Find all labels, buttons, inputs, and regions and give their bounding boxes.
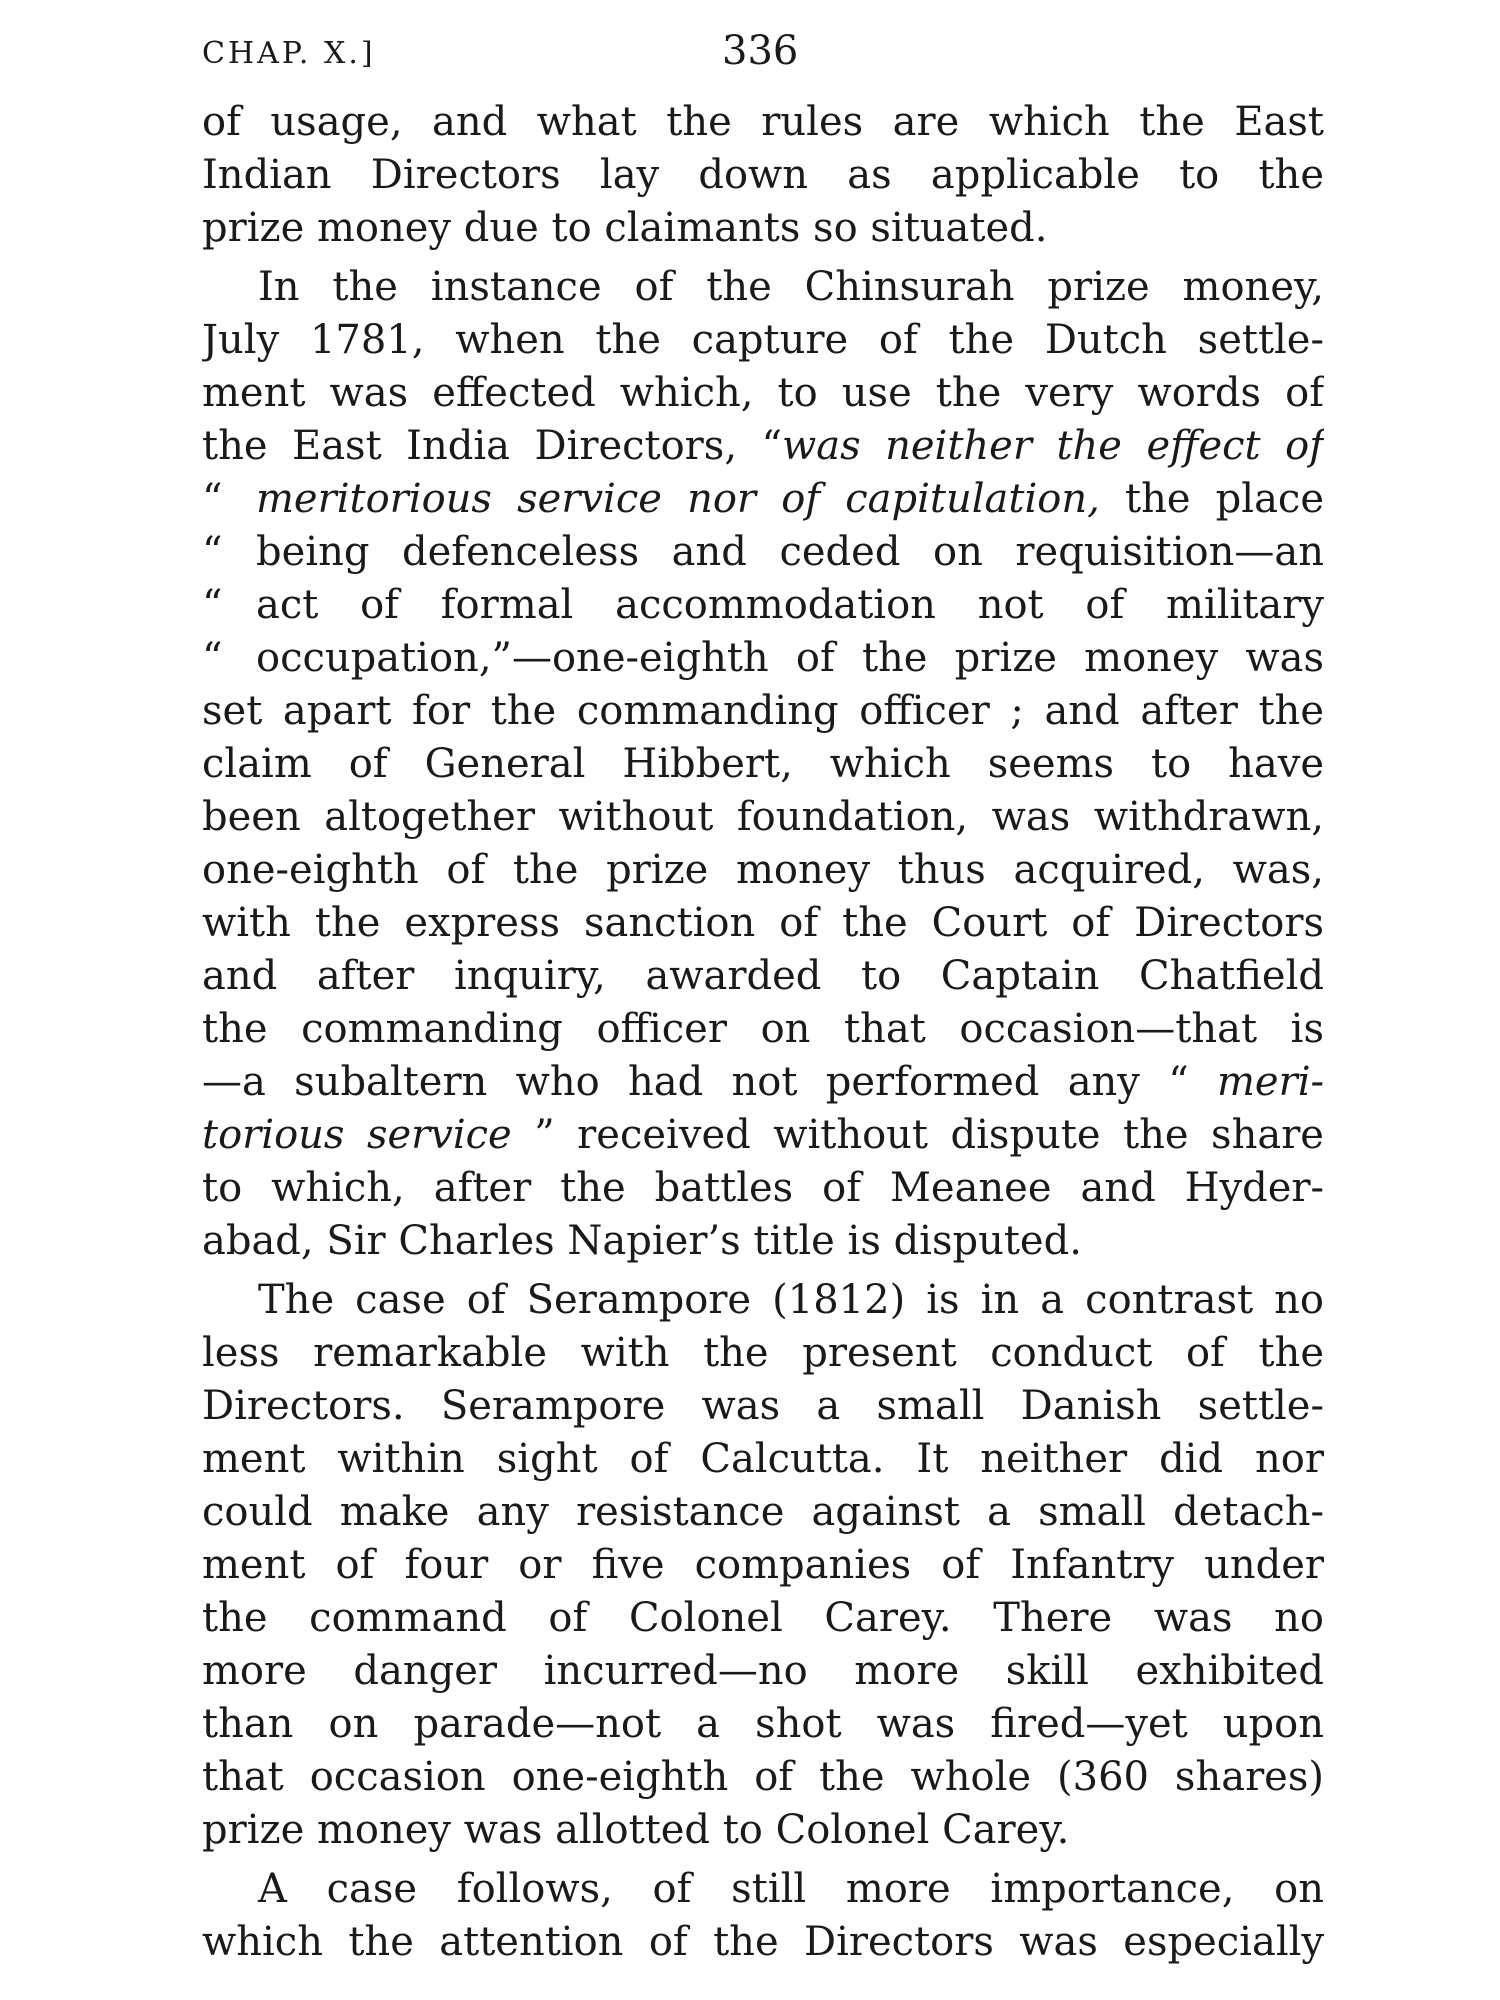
text-line: more danger incurred—no more skill exhibited: [202, 1648, 1324, 1694]
paragraph: [202, 1274, 1324, 1857]
text-line: ment within sight of Calcutta. It neither did nor: [202, 1436, 1324, 1482]
text-line: Directors. Serampore was a small Danish settle-: [202, 1383, 1324, 1429]
paragraph: [202, 1863, 1324, 1969]
text-line: the command of Colonel Carey. There was no: [202, 1595, 1324, 1641]
line-fragment: the place: [1099, 476, 1324, 522]
quote-mark: “: [202, 582, 223, 628]
italic-quotation: meritorious service nor of capitulation,: [256, 476, 1100, 522]
text-line: [202, 1056, 1324, 1109]
text-line: one-eighth of the prize money thus acquired, was,: [202, 847, 1324, 893]
line-fragment: —a subaltern who had not performed any “: [202, 1059, 1217, 1105]
text-line: claim of General Hibbert, which seems to have: [202, 741, 1324, 787]
italic-quotation: meri-: [1216, 1059, 1324, 1105]
text-line: with the express sanction of the Court of Directors: [202, 900, 1324, 946]
text-line: [202, 420, 1324, 473]
text-line: [202, 1109, 1324, 1162]
text-line: [202, 632, 1324, 685]
text-line: set apart for the commanding officer ; and after the: [202, 688, 1324, 734]
quote-mark: “: [202, 529, 223, 575]
text-line: [202, 473, 1324, 526]
text-line: than on parade—not a shot was fired—yet upon: [202, 1701, 1324, 1747]
text-line: [202, 526, 1324, 579]
text-line: the commanding officer on that occasion—that is: [202, 1006, 1324, 1052]
text-line: prize money due to claimants so situated.: [202, 205, 1048, 251]
quote-mark: “: [202, 635, 223, 681]
chapter-marker: CHAP. X.]: [202, 36, 376, 71]
running-head: [202, 28, 1324, 88]
text-line: ment of four or five companies of Infantry under: [202, 1542, 1324, 1588]
line-fragment: act of formal accommodation not of military: [256, 582, 1324, 628]
quote-mark: “: [202, 476, 223, 522]
text-line: that occasion one-eighth of the whole (360 shares): [202, 1754, 1324, 1800]
line-fragment: the East India Directors, “: [202, 423, 782, 469]
page-number: 336: [722, 28, 799, 74]
paragraph: [202, 96, 1324, 255]
text-line: less remarkable with the present conduct of the: [202, 1330, 1324, 1376]
text-line: [202, 579, 1324, 632]
paragraph: [202, 261, 1324, 1268]
line-fragment: occupation,”—one-eighth of the prize money was: [256, 635, 1324, 681]
text-line: abad, Sir Charles Napier’s title is disputed.: [202, 1218, 1082, 1264]
text-line: and after inquiry, awarded to Captain Chatfield: [202, 953, 1324, 999]
text-line: of usage, and what the rules are which the East: [202, 99, 1324, 145]
text-line: In the instance of the Chinsurah prize money,: [258, 264, 1324, 310]
text-line: The case of Serampore (1812) is in a contrast no: [258, 1277, 1324, 1323]
text-line: prize money was allotted to Colonel Carey.: [202, 1807, 1070, 1853]
line-fragment: ” received without dispute the share: [511, 1112, 1324, 1158]
body-text: [202, 96, 1324, 1969]
text-line: Indian Directors lay down as applicable to the: [202, 152, 1324, 198]
text-line: which the attention of the Directors was especially: [202, 1919, 1324, 1965]
text-line: could make any resistance against a small detach-: [202, 1489, 1324, 1535]
text-line: July 1781, when the capture of the Dutch settle-: [202, 317, 1324, 363]
text-line: A case follows, of still more importance, on: [258, 1866, 1324, 1912]
text-line: been altogether without foundation, was withdrawn,: [202, 794, 1324, 840]
italic-quotation: torious service: [202, 1112, 512, 1158]
line-fragment: being defenceless and ceded on requisition—an: [256, 529, 1324, 575]
italic-quotation: was neither the effect of: [781, 423, 1324, 469]
text-line: to which, after the battles of Meanee and Hyder-: [202, 1165, 1324, 1211]
text-line: ment was effected which, to use the very words of: [202, 370, 1324, 416]
